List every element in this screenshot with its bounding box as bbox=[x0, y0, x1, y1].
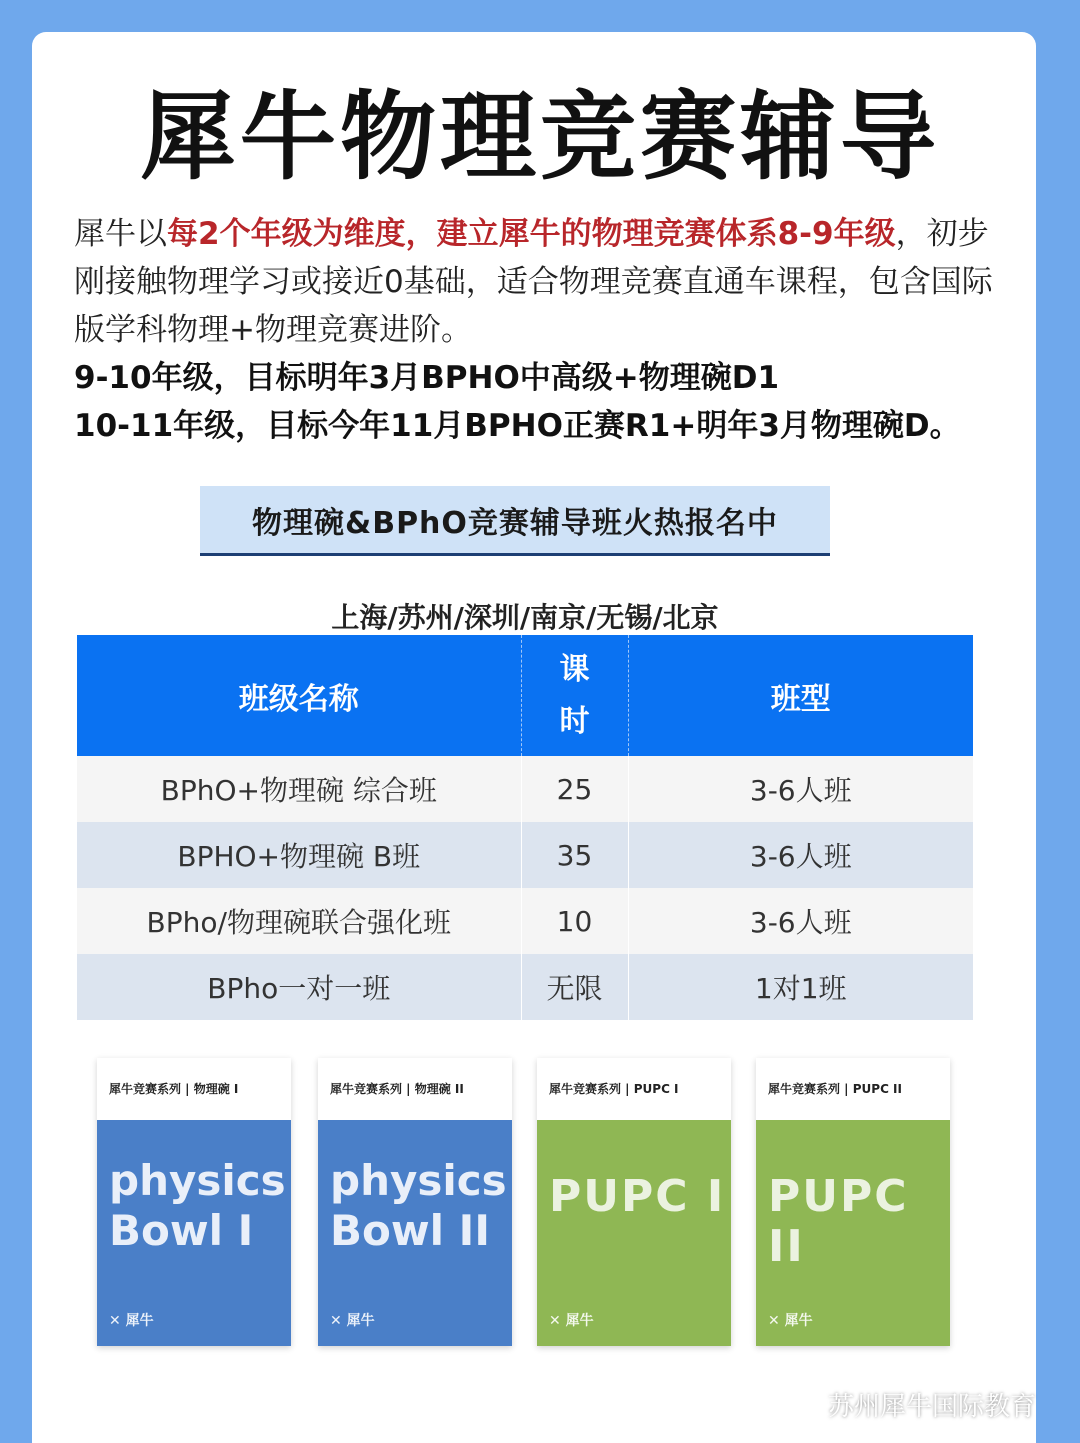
cell-class-name: BPho一对一班 bbox=[77, 954, 521, 1020]
book-title bbox=[109, 1156, 286, 1256]
intro-highlight: 每2个年级为维度，建立犀牛的物理竞赛体系8-9年级 bbox=[167, 216, 896, 252]
class-table bbox=[77, 635, 973, 1020]
book-physics-bowl-2 bbox=[318, 1058, 512, 1346]
cell-hours: 无限 bbox=[521, 954, 628, 1020]
intro-line-grade-9-10: 9-10年级，目标明年3月BPHO中高级+物理碗D1 bbox=[74, 360, 780, 396]
cell-class-name: BPhO+物理碗 综合班 bbox=[77, 756, 521, 822]
cell-hours: 10 bbox=[521, 888, 628, 954]
book-logo: ✕ 犀牛 bbox=[549, 1313, 594, 1329]
book-title-line2: Bowl II bbox=[330, 1206, 490, 1255]
book-title-line2: Bowl I bbox=[109, 1206, 254, 1255]
cell-hours: 25 bbox=[521, 756, 628, 822]
cell-class-name: BPHO+物理碗 B班 bbox=[77, 822, 521, 888]
book-cover bbox=[756, 1120, 950, 1346]
book-cover bbox=[97, 1120, 291, 1346]
cell-class-type: 3-6人班 bbox=[628, 888, 973, 954]
watermark bbox=[782, 1384, 1052, 1424]
table-row bbox=[77, 888, 973, 954]
book-logo: ✕ 犀牛 bbox=[109, 1313, 154, 1329]
watermark-text: 苏州犀牛国际教育 bbox=[828, 1391, 1037, 1422]
city-list: 上海/苏州/深圳/南京/无锡/北京 bbox=[331, 601, 719, 634]
book-series-label: 犀牛竞赛系列 | 物理碗 I bbox=[109, 1082, 239, 1096]
book-title-line1: physics bbox=[330, 1156, 507, 1205]
book-cover bbox=[318, 1120, 512, 1346]
book-pupc-1 bbox=[537, 1058, 731, 1346]
book-series-label: 犀牛竞赛系列 | 物理碗 II bbox=[330, 1082, 464, 1096]
cell-class-type: 3-6人班 bbox=[628, 756, 973, 822]
wechat-icon bbox=[782, 1389, 822, 1419]
book-series-label: 犀牛竞赛系列 | PUPC II bbox=[768, 1082, 902, 1096]
header-hours-line2: 时 bbox=[559, 703, 590, 739]
table-row bbox=[77, 954, 973, 1020]
book-title: PUPC I bbox=[549, 1171, 726, 1222]
book-pupc-2 bbox=[756, 1058, 950, 1346]
intro-text bbox=[74, 210, 1014, 450]
intro-line-grade-10-11: 10-11年级，目标今年11月BPHO正赛R1+明年3月物理碗D。 bbox=[74, 408, 961, 444]
table-row bbox=[77, 756, 973, 822]
intro-plain-b: ，初步刚接触物理学习或接近0基础，适合物理竞赛直通车课程，包含国际版学科物理+物理竞赛进阶。 bbox=[74, 216, 993, 348]
header-hours-line1: 课 bbox=[559, 651, 590, 687]
book-title-line1: physics bbox=[109, 1156, 286, 1205]
enrollment-banner: 物理碗&BPhO竞赛辅导班火热报名中 bbox=[200, 486, 830, 556]
cell-class-type: 1对1班 bbox=[628, 954, 973, 1020]
table-header-row bbox=[77, 635, 973, 756]
cell-class-type: 3-6人班 bbox=[628, 822, 973, 888]
book-cover bbox=[537, 1120, 731, 1346]
table-row bbox=[77, 822, 973, 888]
book-logo: ✕ 犀牛 bbox=[330, 1313, 375, 1329]
header-hours bbox=[521, 635, 628, 756]
intro-plain-a: 犀牛以 bbox=[74, 216, 167, 252]
book-physics-bowl-1 bbox=[97, 1058, 291, 1346]
book-title: PUPC II bbox=[768, 1171, 909, 1272]
cell-hours: 35 bbox=[521, 822, 628, 888]
book-logo: ✕ 犀牛 bbox=[768, 1313, 813, 1329]
book-series-label: 犀牛竞赛系列 | PUPC I bbox=[549, 1082, 679, 1096]
book-title bbox=[330, 1156, 507, 1256]
cell-class-name: BPho/物理碗联合强化班 bbox=[77, 888, 521, 954]
page-title: 犀牛物理竞赛辅导 bbox=[140, 81, 940, 193]
header-class-name: 班级名称 bbox=[77, 635, 521, 756]
header-class-type: 班型 bbox=[628, 635, 973, 756]
